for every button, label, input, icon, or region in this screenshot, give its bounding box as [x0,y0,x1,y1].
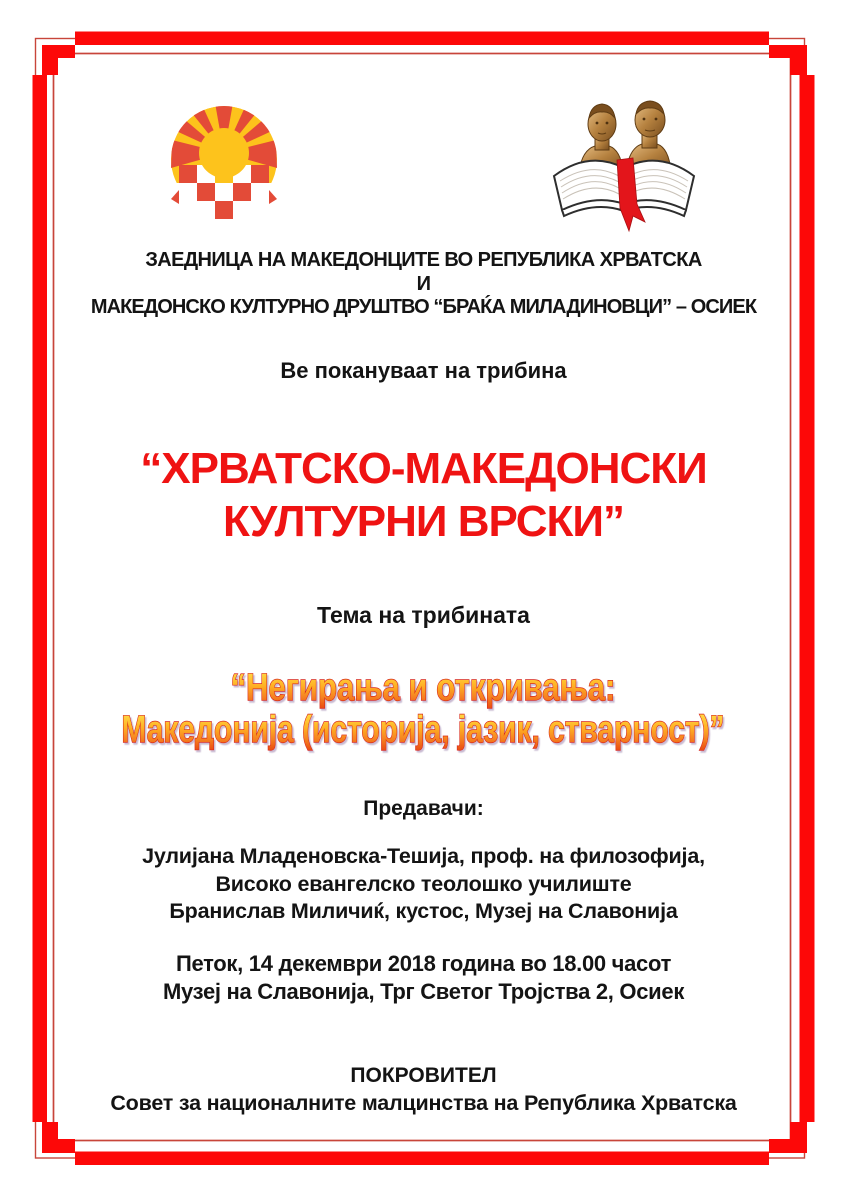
brothers-book-icon [549,92,699,237]
organization-line-2: МАКЕДОНСКО КУЛТУРНО ДРУШТВО “БРАЌА МИЛАДИНОВЦИ” – ОСИЕК [90,296,757,318]
topic-label: Тема на трибината [317,602,530,628]
speaker-1: Јулијана Младеновска-Тешија, проф. на филозофија, [142,844,705,868]
topic-line-1: “Негирања и откривања: [230,667,616,709]
speakers-label: Предавачи: [363,797,484,820]
event-title-line-1: “ХРВАТСКО-МАКЕДОНСКИ [140,444,707,493]
speakers-list [0,843,847,926]
event-datetime: Петок, 14 декември 2018 година во 18.00 часот [175,951,672,976]
miladinovci-society-logo [549,92,699,242]
speaker-3: Бранислав Миличиќ, кустос, Музеј на Славонија [169,899,678,923]
topic-line-2: Македонија (историја, јазик, стварност)” [121,709,725,751]
organization-conjunction: И [416,273,431,295]
invitation-text: Ве покануваат на трибина [280,358,567,383]
macedonian-community-logo [170,106,278,227]
sun-disk [199,128,249,178]
open-book-icon [554,158,694,231]
event-venue: Музеј на Славонија, Трг Светог Тројства 2, Осиек [162,979,685,1004]
event-title-line-2: КУЛТУРНИ ВРСКИ” [222,497,625,546]
patron-label: ПОКРОВИТЕЛ [350,1064,497,1087]
event-details [0,950,847,1006]
speaker-2: Високо евангелско теолошко училиште [215,871,632,896]
topic-wordart [0,656,847,761]
patron-name: Совет за националните малцинства на Република Хрватска [110,1091,737,1115]
sun-checkerboard-icon [170,106,278,222]
organization-line-1: ЗАЕДНИЦА НА МАКЕДОНЦИТЕ ВО РЕПУБЛИКА ХРВАТСКА [145,249,702,271]
